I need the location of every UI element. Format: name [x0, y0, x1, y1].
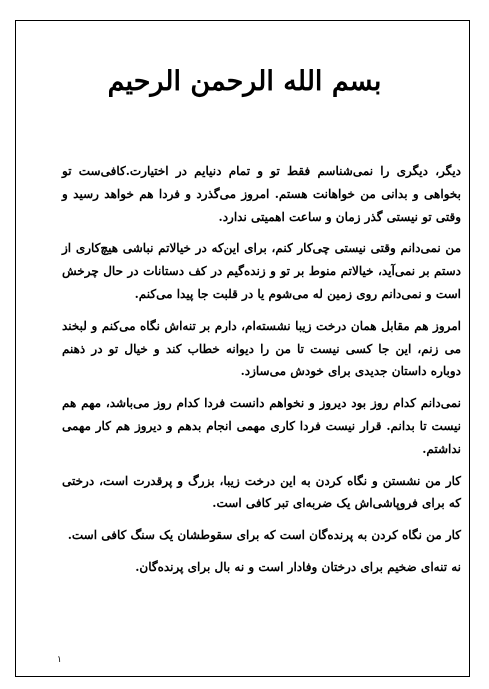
paragraph-1: دیگر، دیگری را نمی‌شناسم فقط تو و تمام دنیایم در اختیارت.کافی‌ست تو بخواهی و بدانی من خواهانت هستم. امروز می‌گذرد و فردا هم خواهد رسید و وقتی تو نیستی گذر زمان و ساعت اهمیتی ندارد.: [62, 164, 461, 224]
paragraph-4: نمی‌دانم کدام روز بود دیروز و نخواهم دانست فردا کدام روز می‌باشد، مهم هم نیست تا بدانم. قرار نیست فردا کاری مهمی انجام بدهم و دیروز هم کار مهمی نداشتم.: [62, 396, 461, 456]
paragraph-5: کار من نشستن و نگاه کردن به این درخت زیبا، بزرگ و پرقدرت است، درختی که برای فروپاشی‌اش یک ضربه‌ای تبر کافی است.: [62, 473, 461, 511]
document-body: [62, 160, 461, 588]
document-title: بسم الله الرحمن الرحيم: [107, 66, 382, 97]
paragraph-3: امروز هم مقابل همان درخت زیبا نشسته‌ام، دارم بر تنه‌اش نگاه می‌کنم و لبخند می زنم، این جا کسی نیست تا من را دیوانه خطاب کند و خیال تو در ذهنم دوباره داستان جدیدی برای خودش می‌سازد.: [62, 318, 461, 379]
paragraph-2: من نمی‌دانم وقتی نیستی چی‌کار کنم، برای این‌که در خیالاتم نباشی هیچ‌کاری از دستم بر نمی‌آید، خیالاتم منوط بر تو و زنده‌گیم در کف دستانات در حال چرخش است و نمی‌دانم روی زمین له می‌شوم یا در قلبت جا پیدا می‌کنم.: [62, 241, 461, 301]
page-number: ۱: [57, 655, 62, 665]
paragraph-6: کار من نگاه کردن به پرنده‌گان است که برای سقوطشان یک سنگ کافی است.: [67, 528, 461, 543]
paragraph-7: نه تنه‌ای ضخیم برای درختان وفادار است و نه بال برای پرنده‌گان.: [135, 559, 461, 574]
